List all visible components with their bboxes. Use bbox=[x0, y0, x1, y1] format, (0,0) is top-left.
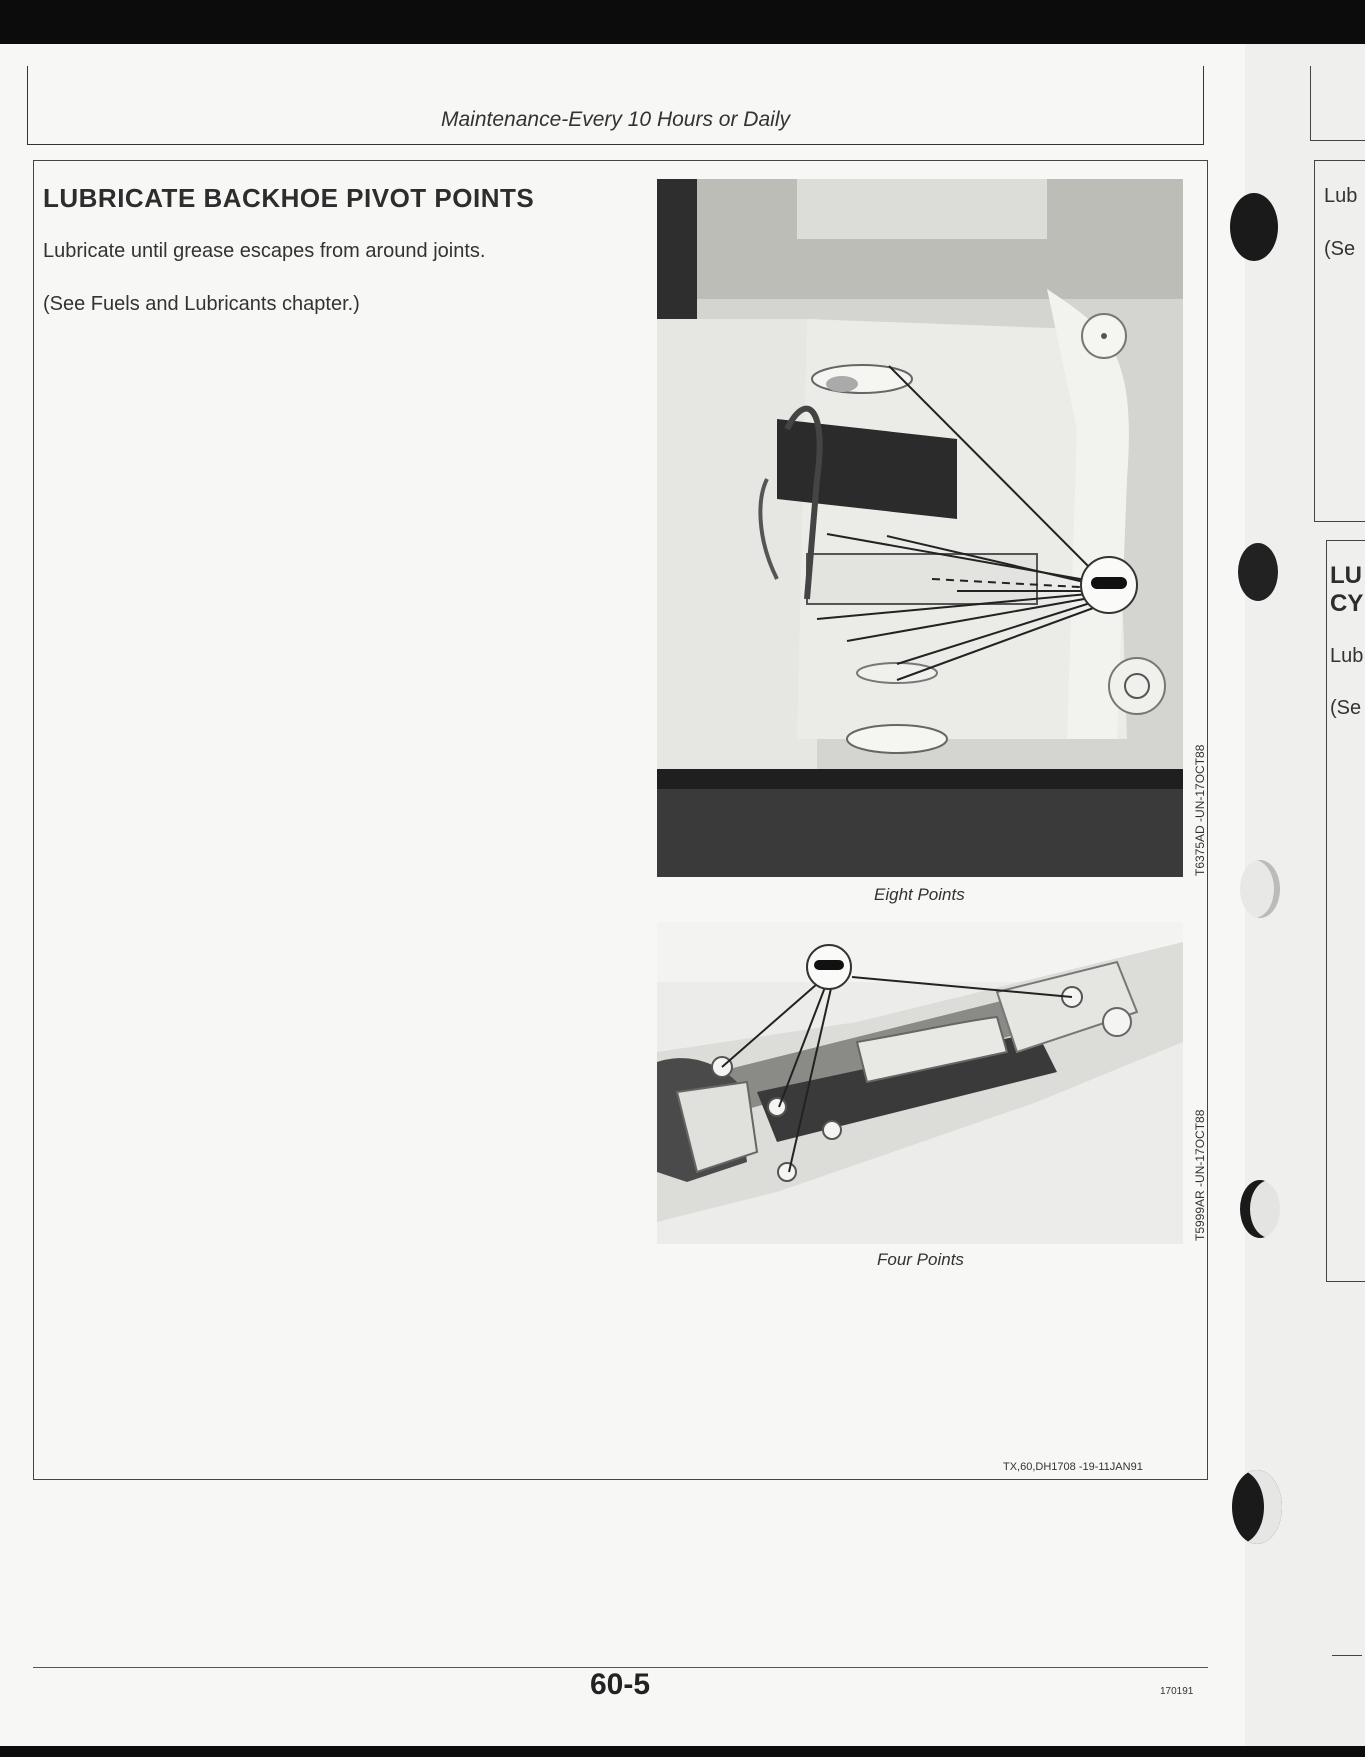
page-header bbox=[27, 66, 1204, 145]
next-page-box-1 bbox=[1314, 160, 1365, 522]
figure-caption-four-points: Four Points bbox=[877, 1250, 964, 1269]
page-number: 60-5 bbox=[589, 1668, 651, 1701]
next-page-title-2: CY bbox=[1330, 590, 1364, 617]
backhoe-pivot-illustration bbox=[657, 179, 1183, 877]
next-page-text-4: (Se bbox=[1330, 697, 1362, 719]
next-page-text-1: Lub bbox=[1324, 185, 1358, 207]
binder-hole-3 bbox=[1240, 860, 1280, 918]
instruction-text: Lubricate until grease escapes from around joints. bbox=[43, 240, 486, 262]
backhoe-pivot-photo-eight-points bbox=[657, 179, 1183, 877]
top-scan-border bbox=[0, 0, 1365, 44]
binder-hole-2 bbox=[1238, 543, 1278, 601]
figure-code-1: T6375AD -UN-17OCT88 bbox=[1193, 744, 1207, 876]
backhoe-pivot-photo-four-points bbox=[657, 922, 1183, 1244]
figure-caption-eight-points: Eight Points bbox=[874, 885, 965, 904]
document-reference: TX,60,DH1708 -19-11JAN91 bbox=[1003, 1461, 1143, 1473]
boom-pivot-illustration bbox=[657, 922, 1183, 1244]
binder-hole-1 bbox=[1230, 193, 1278, 261]
binder-hole-5 bbox=[1232, 1470, 1282, 1544]
next-page-text-3: Lub bbox=[1330, 645, 1364, 667]
section-title: LUBRICATE BACKHOE PIVOT POINTS bbox=[43, 183, 535, 213]
reference-text: (See Fuels and Lubricants chapter.) bbox=[43, 293, 360, 315]
next-page-footer-rule bbox=[1332, 1655, 1362, 1656]
next-page-title-1: LU bbox=[1330, 562, 1362, 589]
footer-code: 170191 bbox=[1160, 1686, 1194, 1697]
binder-hole-4 bbox=[1240, 1180, 1280, 1238]
next-page-header-fragment bbox=[1310, 66, 1365, 141]
figure-code-2: T5999AR -UN-17OCT88 bbox=[1193, 1109, 1207, 1241]
next-page-text-2: (Se bbox=[1324, 238, 1356, 260]
bottom-scan-border bbox=[0, 1746, 1365, 1757]
header-title: Maintenance-Every 10 Hours or Daily bbox=[441, 108, 790, 131]
